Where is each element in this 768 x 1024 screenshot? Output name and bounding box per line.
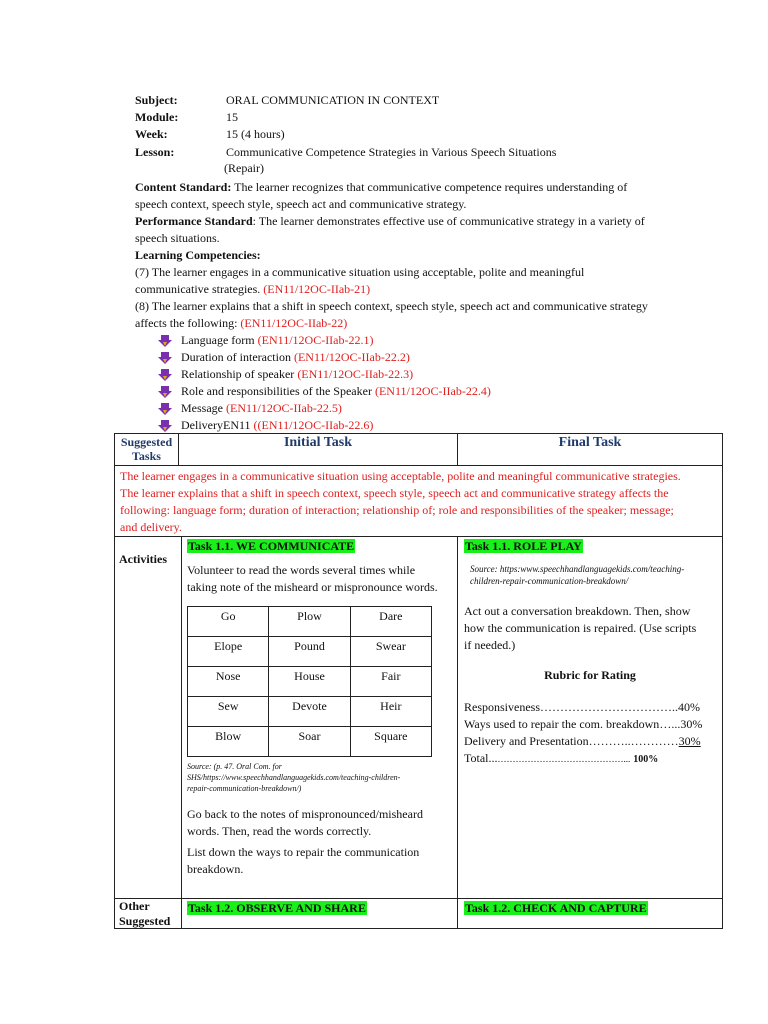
rubric-label: Total... bbox=[464, 751, 498, 765]
source-line: SHS/https://www.speechhandlanguagekids.com/teaching-children- bbox=[187, 773, 401, 782]
rubric-row bbox=[464, 750, 719, 768]
rubric-label: Ways used to repair the com. breakdown bbox=[464, 717, 660, 731]
objectives-text bbox=[120, 468, 720, 536]
task-title-highlight: Task 1.2. OBSERVE AND SHARE bbox=[188, 901, 366, 915]
competency-8-line-1: (8) The learner explains that a shift in speech context, speech style, speech act and communicative strategy bbox=[135, 299, 648, 313]
objective-line: The learner explains that a shift in speech context, speech style, speech act and communicative strategy affects the bbox=[120, 486, 669, 500]
learning-competencies-label: Learning Competencies: bbox=[135, 248, 261, 262]
list-item bbox=[158, 366, 491, 383]
final-source-note bbox=[470, 563, 720, 587]
table-row bbox=[188, 637, 432, 667]
learning-competencies bbox=[135, 247, 695, 332]
bullet-code: (EN11/12OC-IIab-22.3) bbox=[297, 367, 414, 381]
table-row bbox=[188, 607, 432, 637]
instruction-line: breakdown. bbox=[187, 862, 244, 876]
instruction-line: words. Then, read the words correctly. bbox=[187, 824, 372, 838]
word-cell: Go bbox=[188, 607, 269, 637]
objective-line: The learner engages in a communicative situation using acceptable, polite and meaningful communicative strategies. bbox=[120, 469, 681, 483]
list-item bbox=[158, 383, 491, 400]
final-task-2-title bbox=[464, 899, 648, 917]
rubric-value: 30% bbox=[680, 717, 703, 731]
objective-line: and delivery. bbox=[120, 520, 182, 534]
arrow-bullet-icon bbox=[158, 403, 172, 415]
bullet-code: (EN11/12OC-IIab-22.1) bbox=[257, 333, 374, 347]
goback-instruction bbox=[187, 806, 457, 840]
lesson-value: Communicative Competence Strategies in Various Speech Situations bbox=[226, 145, 557, 159]
arrow-bullet-icon bbox=[158, 386, 172, 398]
word-cell: Sew bbox=[188, 697, 269, 727]
instruction-line: List down the ways to repair the communication bbox=[187, 845, 420, 859]
word-cell: Nose bbox=[188, 667, 269, 697]
rubric-label: Delivery and Presentation bbox=[464, 734, 589, 748]
bullet-code: (EN11/12OC-IIab-22.5) bbox=[226, 401, 342, 415]
lesson-label: Lesson: bbox=[135, 145, 175, 159]
bullet-text: Relationship of speaker bbox=[181, 367, 295, 381]
initial-source-note bbox=[187, 761, 457, 794]
task-title-highlight: Task 1.1. WE COMMUNICATE bbox=[188, 539, 355, 553]
rubric-value: 30% bbox=[678, 734, 701, 748]
content-standard-label: Content Standard: bbox=[135, 180, 232, 194]
rubric-label: Responsiveness bbox=[464, 700, 540, 714]
performance-standard-text-1: : The learner demonstrates effective use of communicative strategy in a variety of bbox=[252, 214, 645, 228]
competency-7-code: (EN11/12OC-IIab-21) bbox=[263, 282, 371, 296]
task-title-highlight: Task 1.1. ROLE PLAY bbox=[465, 539, 582, 553]
instruction-line: how the communication is repaired. (Use scripts bbox=[464, 621, 697, 635]
word-cell: Square bbox=[350, 727, 431, 757]
instruction-line: if needed.) bbox=[464, 638, 516, 652]
performance-standard-text-2: speech situations. bbox=[135, 231, 220, 245]
week-value: 15 (4 hours) bbox=[226, 127, 285, 141]
competency-7-line-2: communicative strategies. bbox=[135, 282, 264, 296]
content-standard-text-2: speech context, speech style, speech act and communicative strategy. bbox=[135, 197, 467, 211]
bullet-text: Role and responsibilities of the Speaker bbox=[181, 384, 372, 398]
list-item bbox=[158, 417, 491, 434]
list-item bbox=[158, 400, 491, 417]
source-line: Source: https:www.speechhandlanguagekids.com/teaching- bbox=[470, 564, 685, 574]
header-final-task: Final Task bbox=[558, 435, 622, 450]
rubric-row bbox=[464, 733, 719, 750]
performance-standard bbox=[135, 213, 675, 247]
week-label: Week: bbox=[135, 127, 168, 141]
subject-label: Subject: bbox=[135, 93, 178, 107]
bullet-code: ((EN11/12OC-IIab-22.6) bbox=[253, 418, 374, 432]
bullet-text: Language form bbox=[181, 333, 255, 347]
rubric-dots: …... bbox=[659, 717, 681, 731]
word-cell: Heir bbox=[350, 697, 431, 727]
rubric-dots: ……………………………………... bbox=[497, 754, 631, 764]
word-cell: Swear bbox=[350, 637, 431, 667]
activities-label: Activities bbox=[119, 552, 167, 566]
list-item bbox=[158, 349, 491, 366]
table-row bbox=[188, 667, 432, 697]
instruction-line: Go back to the notes of mispronounced/misheard bbox=[187, 807, 423, 821]
arrow-bullet-icon bbox=[158, 335, 172, 347]
bullet-code: (EN11/12OC-IIab-22.2) bbox=[293, 350, 410, 364]
word-table bbox=[187, 606, 432, 757]
other-suggested-label bbox=[119, 899, 170, 929]
word-cell: Pound bbox=[269, 637, 350, 667]
initial-task-title bbox=[187, 537, 355, 555]
arrow-bullet-icon bbox=[158, 369, 172, 381]
source-line: Source: (p. 47. Oral Com. for bbox=[187, 762, 282, 771]
rubric-dots: ………..………… bbox=[588, 734, 679, 748]
lesson-value-2: (Repair) bbox=[224, 161, 264, 175]
subject-value: ORAL COMMUNICATION IN CONTEXT bbox=[226, 93, 440, 107]
rubric-list bbox=[464, 699, 719, 768]
source-line: children-repair-communication-breakdown/ bbox=[470, 576, 629, 586]
instruction-line: Volunteer to read the words several times while bbox=[187, 563, 416, 577]
other-label-line: Suggested bbox=[119, 914, 171, 928]
bullet-text: DeliveryEN11 bbox=[181, 418, 251, 432]
word-cell: Dare bbox=[350, 607, 431, 637]
final-task-title bbox=[464, 537, 583, 555]
module-label: Module: bbox=[135, 110, 179, 124]
task-title-highlight: Task 1.2. CHECK AND CAPTURE bbox=[465, 901, 647, 915]
instruction-line: taking note of the misheard or mispronounce words. bbox=[187, 580, 438, 594]
instruction-line: Act out a conversation breakdown. Then, show bbox=[464, 604, 691, 618]
rubric-value: 40% bbox=[678, 700, 700, 714]
arrow-bullet-icon bbox=[158, 352, 172, 364]
bullet-text: Message bbox=[181, 401, 223, 415]
rubric-dots: …………………………….. bbox=[540, 700, 678, 714]
competency-7-line-1: (7) The learner engages in a communicative situation using acceptable, polite and meaningful bbox=[135, 265, 585, 279]
table-divider bbox=[115, 465, 722, 466]
word-cell: House bbox=[269, 667, 350, 697]
table-row bbox=[188, 727, 432, 757]
word-cell: Soar bbox=[269, 727, 350, 757]
word-cell: Devote bbox=[269, 697, 350, 727]
header-suggested: Suggested bbox=[120, 435, 173, 449]
bullet-code: (EN11/12OC-IIab-22.4) bbox=[374, 384, 491, 398]
rubric-row bbox=[464, 716, 719, 733]
word-cell: Plow bbox=[269, 607, 350, 637]
initial-instruction bbox=[187, 562, 457, 596]
list-item bbox=[158, 332, 491, 349]
bullet-text: Duration of interaction bbox=[181, 350, 291, 364]
objective-line: following: language form; duration of interaction; relationship of; role and responsibilities of the speaker; message; bbox=[120, 503, 674, 517]
rubric-title: Rubric for Rating bbox=[544, 668, 636, 682]
competency-bullet-list bbox=[158, 332, 491, 434]
word-cell: Elope bbox=[188, 637, 269, 667]
source-line: repair-communication-breakdown/) bbox=[187, 784, 302, 793]
other-label-line: Other bbox=[119, 899, 150, 913]
performance-standard-label: Performance Standard bbox=[135, 214, 253, 228]
word-cell: Fair bbox=[350, 667, 431, 697]
header-tasks: Tasks bbox=[132, 449, 161, 463]
table-row bbox=[188, 697, 432, 727]
arrow-bullet-icon bbox=[158, 420, 172, 432]
competency-8-line-2: affects the following: bbox=[135, 316, 241, 330]
tasks-table bbox=[114, 433, 723, 929]
module-value: 15 bbox=[226, 110, 238, 124]
final-act-instruction bbox=[464, 603, 719, 654]
list-instruction bbox=[187, 844, 457, 878]
table-divider bbox=[457, 536, 458, 928]
initial-task-2-title bbox=[187, 899, 367, 917]
header-initial-task: Initial Task bbox=[283, 435, 353, 450]
table-divider bbox=[181, 536, 182, 928]
header-suggested-tasks bbox=[115, 435, 178, 463]
competency-8-code: (EN11/12OC-IIab-22) bbox=[240, 316, 348, 330]
content-standard bbox=[135, 179, 675, 213]
word-cell: Blow bbox=[188, 727, 269, 757]
content-standard-text-1: The learner recognizes that communicative competence requires understanding of bbox=[231, 180, 628, 194]
rubric-row bbox=[464, 699, 719, 716]
rubric-value: 100% bbox=[633, 754, 659, 765]
